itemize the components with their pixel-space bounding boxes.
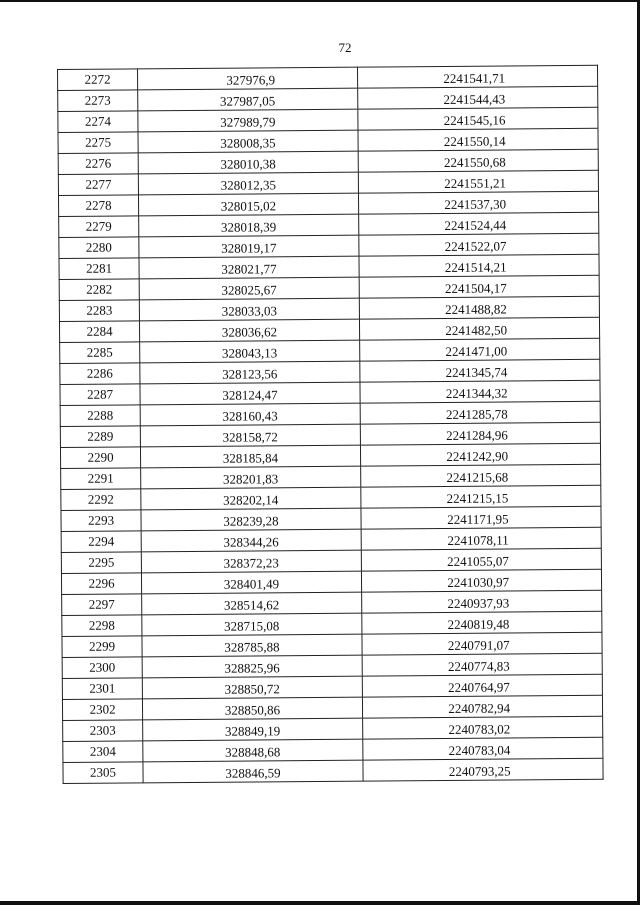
y-coordinate-cell-text: 2241030,97 (447, 574, 510, 590)
y-coordinate-cell (360, 359, 600, 382)
y-coordinate-cell-text: 2240791,07 (447, 637, 510, 653)
table-row (63, 758, 603, 783)
point-number-cell-text: 2296 (88, 575, 115, 591)
x-coordinate-cell-text: 328849,19 (224, 723, 281, 739)
point-number-cell (62, 657, 142, 679)
point-number-cell (60, 384, 140, 406)
y-coordinate-cell (363, 716, 603, 739)
x-coordinate-cell-text: 328201,83 (222, 471, 279, 487)
point-number-cell (63, 741, 143, 763)
y-coordinate-cell-text: 2241171,95 (447, 511, 509, 527)
x-coordinate-cell (142, 613, 362, 636)
x-coordinate-cell-text: 328185,84 (222, 450, 279, 466)
point-number-cell-text: 2276 (85, 155, 112, 171)
x-coordinate-cell (138, 88, 358, 111)
point-number-cell (60, 447, 140, 469)
point-number-cell-text: 2303 (89, 722, 116, 738)
x-coordinate-cell (143, 739, 363, 762)
point-number-cell (59, 237, 139, 259)
x-coordinate-cell-text: 328015,02 (220, 198, 277, 214)
y-coordinate-cell (362, 653, 602, 676)
point-number-cell-text: 2285 (86, 344, 113, 360)
page-number: 72 (338, 40, 352, 55)
y-coordinate-cell (361, 569, 601, 592)
x-coordinate-cell-text: 328372,23 (223, 555, 279, 571)
point-number-cell (60, 426, 140, 448)
point-number-cell-text: 2300 (89, 659, 116, 675)
point-number-cell (59, 216, 139, 238)
scan-edge-bottom (0, 901, 640, 905)
point-number-cell (58, 174, 138, 196)
point-number-cell (61, 489, 141, 511)
x-coordinate-cell (142, 676, 362, 699)
point-number-cell (60, 342, 140, 364)
point-number-cell (61, 573, 141, 595)
x-coordinate-cell-text: 327987,05 (219, 93, 276, 109)
point-number-cell-text: 2278 (85, 197, 112, 213)
y-coordinate-cell-text: 2241215,68 (446, 469, 509, 485)
point-number-cell-text: 2272 (84, 71, 111, 87)
x-coordinate-cell-text: 328850,86 (224, 702, 281, 718)
point-number-cell-text: 2282 (86, 281, 113, 297)
y-coordinate-cell (359, 275, 599, 298)
x-coordinate-cell (139, 235, 359, 258)
point-number-cell-text: 2298 (88, 617, 115, 633)
y-coordinate-cell-text: 2241344,32 (445, 385, 508, 401)
point-number-cell-text: 2294 (88, 533, 115, 549)
x-coordinate-cell-text: 328033,03 (221, 303, 277, 319)
point-number-cell-text: 2299 (88, 638, 116, 654)
point-number-cell (58, 90, 138, 112)
y-coordinate-cell-text: 2241544,43 (443, 91, 506, 107)
x-coordinate-cell-text: 328239,28 (223, 513, 279, 529)
point-number-cell (59, 279, 139, 301)
x-coordinate-cell-text: 328010,38 (220, 156, 276, 172)
point-number-cell-text: 2293 (87, 512, 115, 528)
y-coordinate-cell (358, 107, 598, 130)
y-coordinate-cell (362, 590, 602, 613)
point-number-cell (62, 615, 142, 637)
x-coordinate-cell (139, 256, 359, 279)
point-number-cell-text: 2301 (89, 680, 116, 696)
x-coordinate-cell-text: 328018,39 (220, 219, 277, 235)
coordinates-table (57, 65, 604, 784)
x-coordinate-cell-text: 328514,62 (223, 597, 280, 613)
y-coordinate-cell (359, 212, 599, 235)
y-coordinate-cell-text: 2241215,15 (446, 490, 509, 506)
point-number-cell (58, 153, 138, 175)
x-coordinate-cell-text: 328025,67 (221, 282, 277, 298)
y-coordinate-cell (363, 737, 603, 760)
y-coordinate-cell-text: 2241524,44 (444, 217, 507, 233)
x-coordinate-cell (140, 361, 360, 384)
y-coordinate-cell (358, 128, 598, 151)
y-coordinate-cell-text: 2240819,48 (447, 616, 510, 632)
x-coordinate-cell (141, 571, 361, 594)
coordinates-table-body (58, 65, 604, 783)
point-number-cell (61, 510, 141, 532)
x-coordinate-cell-text: 328848,68 (225, 744, 281, 760)
x-coordinate-cell (140, 340, 360, 363)
y-coordinate-cell-text: 2241537,30 (444, 196, 507, 212)
point-number-cell (58, 132, 138, 154)
y-coordinate-cell (359, 317, 599, 340)
point-number-cell (62, 636, 142, 658)
x-coordinate-cell (138, 172, 358, 195)
y-coordinate-cell (362, 611, 602, 634)
point-number-cell (63, 762, 143, 784)
x-coordinate-cell (142, 592, 362, 615)
x-coordinate-cell (138, 151, 358, 174)
point-number-cell-text: 2284 (86, 323, 113, 339)
x-coordinate-cell (142, 655, 362, 678)
x-coordinate-cell (141, 508, 361, 531)
y-coordinate-cell-text: 2240783,02 (448, 721, 511, 737)
point-number-cell-text: 2279 (85, 218, 112, 234)
point-number-cell (60, 363, 140, 385)
point-number-cell-text: 2288 (87, 407, 114, 423)
point-number-cell (62, 594, 142, 616)
x-coordinate-cell (142, 697, 362, 720)
point-number-cell (63, 720, 143, 742)
x-coordinate-cell (141, 550, 361, 573)
point-number-cell (62, 699, 142, 721)
x-coordinate-cell (140, 424, 360, 447)
y-coordinate-cell (360, 422, 600, 445)
y-coordinate-cell (360, 443, 600, 466)
y-coordinate-cell-text: 2241522,07 (444, 238, 507, 254)
point-number-cell-text: 2291 (87, 470, 114, 486)
y-coordinate-cell (362, 695, 602, 718)
x-coordinate-cell-text: 328850,72 (224, 681, 280, 697)
y-coordinate-cell (358, 191, 598, 214)
coordinates-table-container (57, 65, 611, 784)
x-coordinate-cell (139, 298, 359, 321)
point-number-cell-text: 2287 (86, 386, 114, 402)
y-coordinate-cell-text: 2240783,04 (448, 742, 511, 758)
y-coordinate-cell-text: 2241055,07 (447, 553, 509, 569)
y-coordinate-cell-text: 2241488,82 (445, 301, 507, 317)
y-coordinate-cell-text: 2241284,96 (446, 427, 508, 443)
point-number-cell-text: 2304 (89, 743, 116, 759)
point-number-cell (60, 405, 140, 427)
y-coordinate-cell-text: 2241078,11 (447, 532, 509, 548)
point-number-cell-text: 2295 (88, 554, 115, 570)
point-number-cell (62, 678, 142, 700)
x-coordinate-cell (138, 67, 358, 90)
y-coordinate-cell (359, 254, 599, 277)
x-coordinate-cell (139, 214, 359, 237)
point-number-cell-text: 2274 (84, 113, 111, 129)
point-number-cell (61, 468, 141, 490)
y-coordinate-cell-text: 2241550,68 (443, 154, 506, 170)
point-number-cell (59, 300, 139, 322)
y-coordinate-cell (358, 149, 598, 172)
x-coordinate-cell-text: 328036,62 (221, 324, 278, 340)
x-coordinate-cell-text: 327989,79 (220, 114, 276, 130)
x-coordinate-cell-text: 328124,47 (222, 387, 278, 403)
point-number-cell-text: 2283 (86, 302, 113, 318)
x-coordinate-cell-text: 328123,56 (222, 366, 278, 382)
x-coordinate-cell (138, 109, 358, 132)
y-coordinate-cell-text: 2240793,25 (448, 763, 511, 779)
point-number-cell-text: 2305 (89, 764, 117, 780)
y-coordinate-cell (361, 527, 601, 550)
x-coordinate-cell (139, 277, 359, 300)
point-number-cell (61, 552, 141, 574)
x-coordinate-cell-text: 328785,88 (224, 639, 280, 655)
y-coordinate-cell-text: 2241482,50 (445, 322, 508, 338)
x-coordinate-cell (140, 403, 360, 426)
point-number-cell-text: 2297 (88, 596, 115, 612)
x-coordinate-cell-text: 328158,72 (222, 429, 278, 445)
y-coordinate-cell (361, 506, 601, 529)
scan-edge-top (0, 0, 640, 2)
y-coordinate-cell (358, 86, 598, 109)
point-number-cell-text: 2286 (86, 365, 113, 381)
y-coordinate-cell-text: 2241545,16 (443, 112, 506, 128)
x-coordinate-cell (141, 487, 361, 510)
x-coordinate-cell (141, 466, 361, 489)
y-coordinate-cell-text: 2241504,17 (444, 280, 507, 296)
y-coordinate-cell-text: 2241285,78 (445, 406, 508, 422)
point-number-cell-text: 2275 (85, 134, 112, 150)
point-number-cell (59, 258, 139, 280)
y-coordinate-cell-text: 2241471,00 (445, 343, 508, 359)
x-coordinate-cell-text: 328019,17 (221, 240, 277, 256)
x-coordinate-cell-text: 328012,35 (220, 177, 276, 193)
y-coordinate-cell (361, 485, 601, 508)
y-coordinate-cell (363, 758, 603, 781)
y-coordinate-cell (362, 632, 602, 655)
y-coordinate-cell (361, 548, 601, 571)
x-coordinate-cell (140, 445, 360, 468)
point-number-cell-text: 2292 (87, 491, 114, 507)
point-number-cell (58, 195, 138, 217)
point-number-cell (58, 111, 138, 133)
y-coordinate-cell-text: 2241541,71 (443, 70, 506, 86)
y-coordinate-cell (357, 65, 597, 88)
y-coordinate-cell-text: 2240764,97 (448, 679, 510, 695)
x-coordinate-cell-text: 328401,49 (223, 576, 280, 592)
y-coordinate-cell-text: 2240782,94 (448, 700, 511, 716)
x-coordinate-cell (142, 634, 362, 657)
x-coordinate-cell (138, 193, 358, 216)
point-number-cell-text: 2289 (87, 428, 114, 444)
x-coordinate-cell-text: 328008,35 (220, 135, 276, 151)
x-coordinate-cell-text: 328846,59 (225, 765, 281, 781)
y-coordinate-cell-text: 2241345,74 (445, 364, 508, 380)
x-coordinate-cell-text: 328160,43 (222, 408, 278, 424)
x-coordinate-cell (141, 529, 361, 552)
point-number-cell-text: 2277 (85, 176, 112, 192)
y-coordinate-cell (360, 401, 600, 424)
x-coordinate-cell-text: 327976,9 (226, 72, 276, 88)
y-coordinate-cell (359, 296, 599, 319)
x-coordinate-cell-text: 328021,77 (221, 261, 277, 277)
x-coordinate-cell (143, 718, 363, 741)
point-number-cell (61, 531, 141, 553)
x-coordinate-cell-text: 328043,13 (221, 345, 278, 361)
y-coordinate-cell (358, 170, 598, 193)
y-coordinate-cell (360, 380, 600, 403)
y-coordinate-cell (360, 338, 600, 361)
y-coordinate-cell-text: 2241514,21 (444, 259, 507, 275)
point-number-cell-text: 2302 (89, 701, 116, 717)
y-coordinate-cell (359, 233, 599, 256)
point-number-cell (59, 321, 139, 343)
y-coordinate-cell-text: 2241551,21 (444, 175, 506, 191)
y-coordinate-cell-text: 2240774,83 (447, 658, 510, 674)
point-number-cell-text: 2290 (87, 449, 114, 465)
x-coordinate-cell-text: 328202,14 (223, 492, 279, 508)
x-coordinate-cell-text: 328825,96 (224, 660, 280, 676)
x-coordinate-cell (139, 319, 359, 342)
point-number-cell-text: 2281 (86, 260, 113, 276)
point-number-cell-text: 2273 (84, 92, 111, 108)
x-coordinate-cell-text: 328344,26 (223, 534, 279, 550)
x-coordinate-cell (143, 760, 363, 783)
y-coordinate-cell-text: 2241242,90 (446, 448, 509, 464)
y-coordinate-cell-text: 2240937,93 (447, 595, 510, 611)
x-coordinate-cell-text: 328715,08 (224, 618, 280, 634)
y-coordinate-cell-text: 2241550,14 (443, 133, 506, 149)
point-number-cell-text: 2280 (85, 239, 112, 255)
point-number-cell (58, 69, 138, 91)
x-coordinate-cell (140, 382, 360, 405)
x-coordinate-cell (138, 130, 358, 153)
y-coordinate-cell (362, 674, 602, 697)
y-coordinate-cell (361, 464, 601, 487)
